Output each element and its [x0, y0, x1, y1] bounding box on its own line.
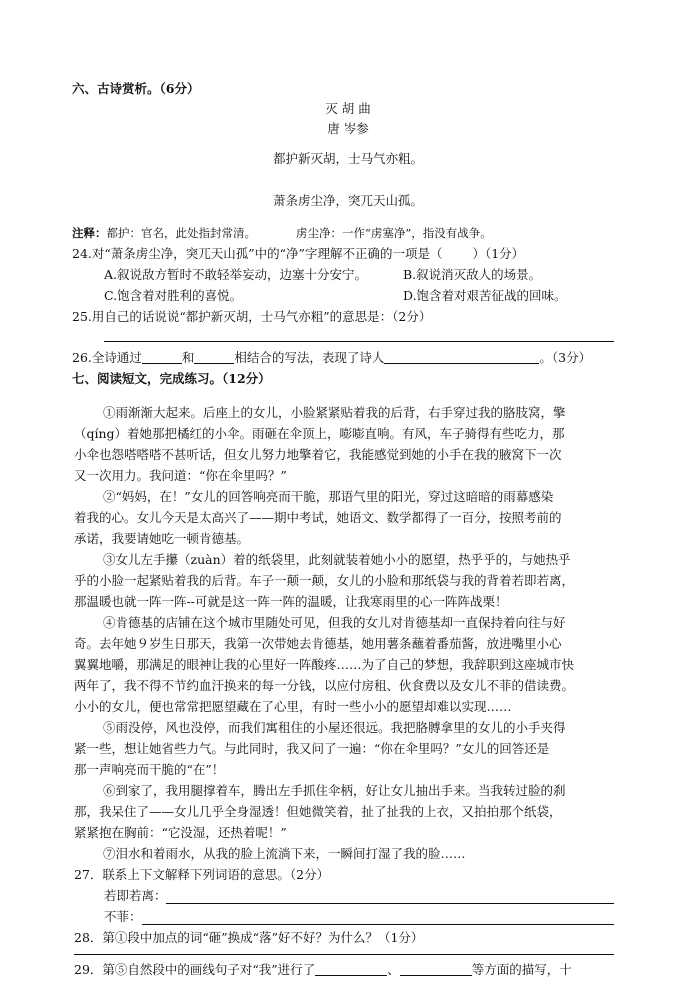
passage-line: 又一次用力。我问道：“你在伞里吗？”: [74, 468, 287, 483]
q24-option-b[interactable]: B.叙说消灭敌人的场景。: [403, 267, 542, 282]
q27-answer-line-1[interactable]: [166, 903, 614, 904]
passage-line: （qíng）着她那把橘红的小伞。雨砸在伞顶上，嘭嘭直响。有风，车子骑得有些吃力，那: [74, 426, 565, 441]
passage-line: 奇。去年她９岁生日那天，我第一次带她去肯德基，她用薯条蘸着番茄酱，放进嘴里小心: [74, 636, 562, 651]
question-25: 25.用自己的话说说“都护新灭胡，士马气亦粗”的意思是：（2分）: [72, 309, 432, 324]
q29-text-1: 29．第⑤自然段中的画线句子对“我”进行了: [74, 962, 316, 977]
section7-heading: 七、阅读短文，完成练习。（12分）: [72, 371, 271, 386]
q24-option-c[interactable]: C.饱含着对胜利的喜悦。: [104, 288, 243, 303]
notes-label: 注释：: [72, 226, 107, 240]
q25-answer-line[interactable]: [104, 341, 614, 342]
notes-part-1: 都护：官名，此处指封常清。: [106, 226, 256, 240]
q29-blank-2[interactable]: [400, 963, 472, 976]
passage-line: 承诺，我要请她吃一顿肯德基。: [74, 531, 250, 546]
poem-line-2: 萧条虏尘净，突兀天山孤。: [272, 193, 423, 208]
poem-line-1: 都护新灭胡，士马气亦粗。: [272, 151, 423, 166]
q24-close: ）（1分）: [472, 246, 525, 261]
question-28: 28．第①段中加点的词“砸”换成“落”好不好？为什么？（1分）: [74, 930, 424, 945]
passage-line: 乎的小脸一起紧贴着我的后背。车子一颠一颠，女儿的小脸和那纸袋与我的背着若即若离，: [74, 573, 575, 588]
question-26: [0, 350, 696, 366]
q26-blank-1[interactable]: [142, 351, 182, 364]
q27-word-1: 若即若离：: [104, 888, 167, 903]
q27-answer-line-2[interactable]: [142, 924, 614, 925]
passage-line: 小小的女儿，便也常常把愿望藏在了心里，有时一些小小的愿望却难以实现……: [74, 699, 512, 714]
passage-line: 着我的心。女儿今天是太高兴了——期中考试，她语文、数学都得了一百分，按照考前的: [74, 510, 562, 525]
passage-line: 小伞也怨嗒嗒嗒不甚听话，但女儿努力地擎着它，我能感觉到她的小手在我的腋窝下一次: [74, 447, 562, 462]
passage-line: ③女儿左手攥（zuàn）着的纸袋里，此刻就装着她小小的愿望，热乎乎的，与她热乎: [103, 552, 571, 567]
q24-option-d[interactable]: D.饱含着对艰苦征战的回味。: [403, 288, 567, 303]
passage-line: 翼翼地嚼，那满足的眼神让我的心里好一阵酸疼……为了自己的梦想，我辞职到这座城市快: [74, 657, 575, 672]
question-29: [0, 962, 696, 978]
poem-author: 唐 岑参: [327, 121, 369, 136]
passage-line: ⑤雨没停，风也没停，而我们寓租住的小屋还很远。我把胳膊拿里的女儿的小手夹得: [103, 720, 566, 735]
section6-heading: 六、古诗赏析。（6分）: [72, 81, 200, 96]
question-27: 27．联系上下文解释下列词语的意思。（2分）: [74, 867, 330, 882]
passage-line: 那温暖也就一阵一阵--可就是这一阵一阵的温暖，让我寒雨里的心一阵阵战栗！: [74, 594, 508, 609]
q26-text-2: 和: [181, 350, 195, 365]
q27-word-2: 不菲：: [104, 909, 142, 924]
q26-text-4: 。（3分）: [539, 350, 592, 365]
passage-line: ⑥到家了，我用腿撑着车，腾出左手抓住伞柄，好让女儿抽出手来。当我转过脸的刹: [103, 783, 566, 798]
poem-title: 灭 胡 曲: [325, 101, 371, 116]
passage-line: 两年了，我不得不节约血汗换来的每一分钱，以应付房租、伙食费以及女儿不菲的借读费。: [74, 678, 575, 693]
passage-line: 那，我呆住了——女儿几乎全身湿透！但她微笑着，扯了扯我的上衣，又拍拍那个纸袋，: [74, 804, 562, 819]
q29-blank-1[interactable]: [315, 963, 387, 976]
passage-line: ②“妈妈，在！”女儿的回答响亮而干脆，那语气里的阳光，穿过这暗暗的雨幕感染: [103, 489, 554, 504]
passage-line: 紧紧抱在胸前：“它没湿，还热着呢！”: [74, 825, 287, 840]
q29-text-3: 等方面的描写，十: [471, 962, 572, 977]
q24-option-a[interactable]: A.叙说敌方暂时不敢轻举妄动，边塞十分安宁。: [104, 267, 368, 282]
q28-answer-line[interactable]: [74, 954, 614, 955]
poem-notes: [0, 225, 696, 241]
passage-line: ④肯德基的店铺在这个城市里随处可见，但我的女儿对肯德基却一直保持着向往与好: [103, 615, 566, 630]
q26-blank-3[interactable]: [384, 351, 539, 364]
question-24: [0, 246, 696, 262]
passage-line: ①雨渐渐大起来。后座上的女儿，小脸紧紧贴着我的后背，右手穿过我的胳肢窝，擎: [103, 405, 566, 420]
q24-stem: 24.对“萧条虏尘净，突兀天山孤”中的“净”字理解不正确的一项是（: [72, 246, 443, 261]
q26-blank-2[interactable]: [194, 351, 234, 364]
q26-text-1: 26.全诗通过: [72, 350, 142, 365]
passage-line: 那一声响亮而干脆的“在”！: [74, 762, 225, 777]
q29-text-2: 、: [387, 962, 400, 977]
notes-part-2: 虏尘净：一作“虏塞净”，指没有战争。: [296, 226, 492, 240]
q26-text-3: 相结合的写法，表现了诗人: [234, 350, 385, 365]
passage-line: ⑦泪水和着雨水，从我的脸上流淌下来，一瞬间打湿了我的脸……: [103, 846, 466, 861]
passage-line: 紧一些，想让她省些力气。与此同时，我又问了一遍：“你在伞里吗？”女儿的回答还是: [74, 741, 550, 756]
